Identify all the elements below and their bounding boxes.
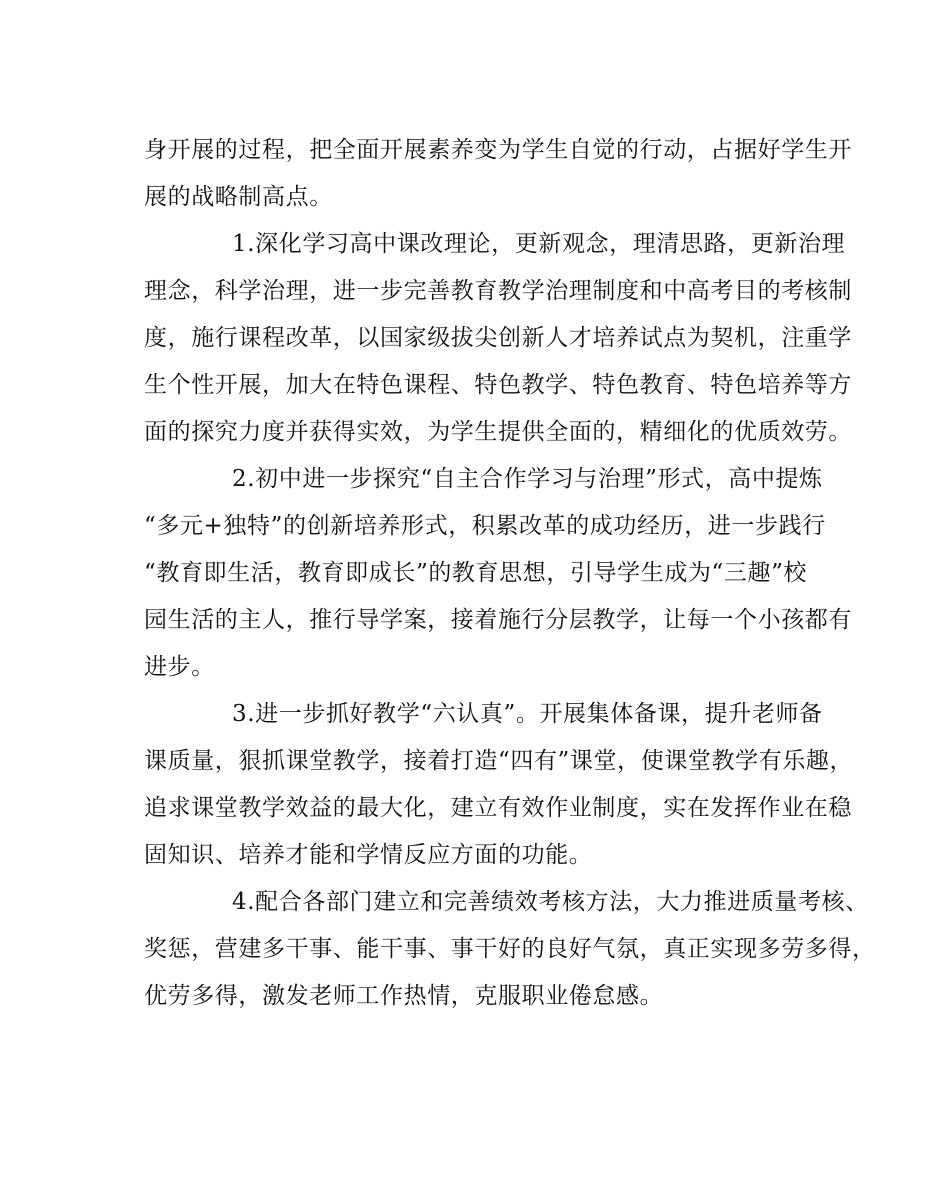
text-line: 生个性开展，加大在特色课程、特色教学、特色教育、特色培养等方 xyxy=(144,372,852,398)
text-line: 面的探究力度并获得实效，为学生提供全面的，精细化的优质效劳。 xyxy=(144,419,852,445)
paragraph-item-4 xyxy=(144,879,876,1020)
text-line: 展的战略制高点。 xyxy=(144,184,333,210)
text-line: 1.深化学习高中课改理论，更新观念，理清思路，更新治理 xyxy=(232,231,846,257)
paragraph-item-3 xyxy=(144,691,854,879)
text-line: 固知识、培养才能和学情反应方面的功能。 xyxy=(144,842,593,868)
document-body xyxy=(144,127,876,1020)
text-line: 进步。 xyxy=(144,654,215,680)
paragraph-item-1 xyxy=(144,221,852,456)
text-line: 理念，科学治理，进一步完善教育教学治理制度和中高考目的考核制 xyxy=(144,278,852,304)
paragraph-item-2 xyxy=(144,456,852,691)
text-line: 园生活的主人，推行导学案，接着施行分层教学，让每一个小孩都有 xyxy=(144,607,852,633)
text-line: 身开展的过程，把全面开展素养变为学生自觉的行动，占据好学生开 xyxy=(144,137,852,163)
text-line: 度，施行课程改革，以国家级拔尖创新人才培养试点为契机，注重学 xyxy=(144,325,852,351)
text-line: 追求课堂教学效益的最大化，建立有效作业制度，实在发挥作业在稳 xyxy=(144,795,852,821)
text-line: 3.进一步抓好教学“六认真”。开展集体备课，提升老师备 xyxy=(232,701,823,727)
text-line: “教育即生活，教育即成长”的教育思想，引导学生成为“三趣”校 xyxy=(144,560,808,586)
text-line: 优劳多得，激发老师工作热情，克服职业倦怠感。 xyxy=(144,983,664,1009)
text-line: “多元+独特”的创新培养形式，积累改革的成功经历，进一步践行 xyxy=(144,513,826,539)
paragraph-continuation xyxy=(144,127,852,221)
text-line: 奖惩，营建多干事、能干事、事干好的良好气氛，真正实现多劳多得， xyxy=(144,936,876,962)
text-line: 2.初中进一步探究“自主合作学习与治理”形式，高中提炼 xyxy=(232,466,823,492)
text-line: 4.配合各部门建立和完善绩效考核方法，大力推进质量考核、 xyxy=(232,889,869,915)
text-line: 课质量，狠抓课堂教学，接着打造“四有”课堂，使课堂教学有乐趣， xyxy=(144,748,854,774)
